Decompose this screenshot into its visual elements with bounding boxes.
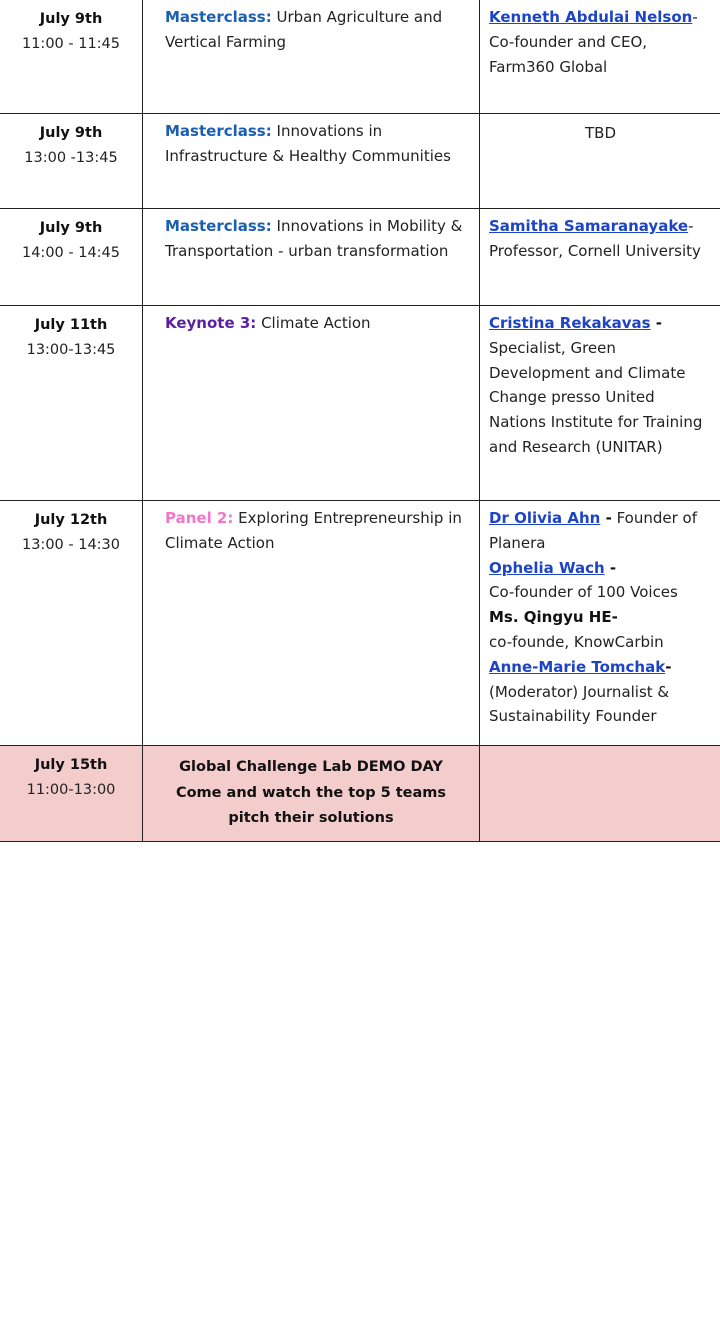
- speaker-cell: [479, 209, 720, 305]
- session-date: July 9th: [39, 125, 103, 141]
- speaker-list: [489, 506, 712, 729]
- session-description: [165, 311, 469, 336]
- speaker-role: Specialist, Green Development and Climate Change presso United Nations Institute for Training and Research (UNITAR): [489, 338, 703, 456]
- speaker-name: Ms. Qingyu HE-: [489, 608, 618, 627]
- speaker-role: - Professor, Cornell University: [489, 217, 701, 260]
- session-cell: [142, 306, 479, 500]
- date-cell: [0, 746, 142, 841]
- speaker-role: Co-founder of 100 Voices: [489, 583, 678, 602]
- speaker-link[interactable]: Ophelia Wach: [489, 558, 605, 577]
- demo-day-description: [143, 746, 479, 832]
- session-description: [165, 5, 469, 55]
- speaker-entry: [489, 655, 712, 729]
- session-cell: [142, 209, 479, 305]
- session-title: Innovations in Mobility & Transportation - urban transformation: [165, 217, 463, 260]
- schedule-row: [0, 0, 720, 114]
- speaker-role: co-founde, KnowCarbin: [489, 632, 664, 651]
- speaker-info: [489, 214, 712, 264]
- date-cell: [0, 501, 142, 745]
- session-type-label: Keynote 3:: [165, 314, 257, 332]
- session-type-label: Masterclass:: [165, 8, 272, 26]
- speaker-separator: -: [665, 657, 672, 676]
- session-title: Innovations in Infrastructure & Healthy Communities: [165, 122, 451, 165]
- session-time: 11:00 - 11:45: [21, 36, 121, 52]
- session-cell: [142, 0, 479, 113]
- date-cell: [0, 0, 142, 113]
- session-date: July 12th: [34, 512, 108, 528]
- speaker-cell: [479, 501, 720, 745]
- date-cell: [0, 114, 142, 208]
- date-cell: [0, 306, 142, 500]
- session-title: Urban Agriculture and Vertical Farming: [165, 8, 443, 51]
- schedule-row: [0, 114, 720, 209]
- speaker-entry: [489, 506, 712, 556]
- speaker-link[interactable]: Dr Olivia Ahn: [489, 509, 601, 527]
- demo-day-title: Global Challenge Lab DEMO DAY: [179, 759, 443, 775]
- date-cell: [0, 209, 142, 305]
- session-time: 13:00-13:45: [26, 342, 116, 358]
- session-time: 11:00-13:00: [26, 782, 116, 798]
- session-description: [165, 119, 469, 169]
- speaker-entry: [489, 605, 712, 655]
- session-time: 13:00 -13:45: [24, 150, 118, 166]
- session-date: July 15th: [34, 757, 108, 773]
- session-date: July 11th: [34, 317, 108, 333]
- speaker-cell: [479, 746, 720, 841]
- schedule-row: [0, 306, 720, 501]
- speaker-role: Founder of Planera: [489, 509, 697, 552]
- session-title: Climate Action: [261, 314, 371, 332]
- session-cell: [142, 114, 479, 208]
- session-description: [165, 506, 469, 556]
- session-type-label: Masterclass:: [165, 122, 272, 140]
- demo-day-subtitle: Come and watch the top 5 teams pitch their solutions: [175, 784, 447, 826]
- session-type-label: Panel 2:: [165, 509, 234, 527]
- session-time: 13:00 - 14:30: [21, 537, 121, 553]
- speaker-entry: [489, 556, 712, 606]
- session-date: July 9th: [39, 220, 103, 236]
- speaker-link[interactable]: Anne-Marie Tomchak: [489, 657, 666, 676]
- speaker-link[interactable]: Kenneth Abdulai Nelson: [489, 8, 693, 26]
- speaker-cell: [479, 306, 720, 500]
- demo-day-row: [0, 746, 720, 842]
- speaker-cell: [479, 114, 720, 208]
- speaker-cell: [479, 0, 720, 113]
- session-cell: [142, 746, 479, 841]
- speaker-link[interactable]: Samitha Samaranayake: [489, 217, 689, 235]
- speaker-separator: -: [600, 509, 612, 527]
- speaker-role: (Moderator) Journalist & Sustainability Founder: [489, 682, 670, 726]
- session-time: 14:00 - 14:45: [21, 245, 121, 261]
- speaker-separator: -: [650, 314, 663, 332]
- session-description: [165, 214, 469, 264]
- session-date: July 9th: [39, 11, 103, 27]
- speaker-tbd: TBD: [584, 124, 616, 142]
- schedule-row: [0, 501, 720, 746]
- session-cell: [142, 501, 479, 745]
- speaker-role: - Co-founder and CEO, Farm360 Global: [489, 8, 698, 76]
- session-title: Exploring Entrepreneurship in Climate Action: [165, 509, 462, 552]
- speaker-info: [489, 5, 712, 79]
- speaker-info: [489, 311, 712, 460]
- speaker-separator: -: [604, 558, 617, 577]
- session-type-label: Masterclass:: [165, 217, 272, 235]
- schedule-row: [0, 209, 720, 306]
- speaker-link[interactable]: Cristina Rekakavas: [489, 314, 651, 332]
